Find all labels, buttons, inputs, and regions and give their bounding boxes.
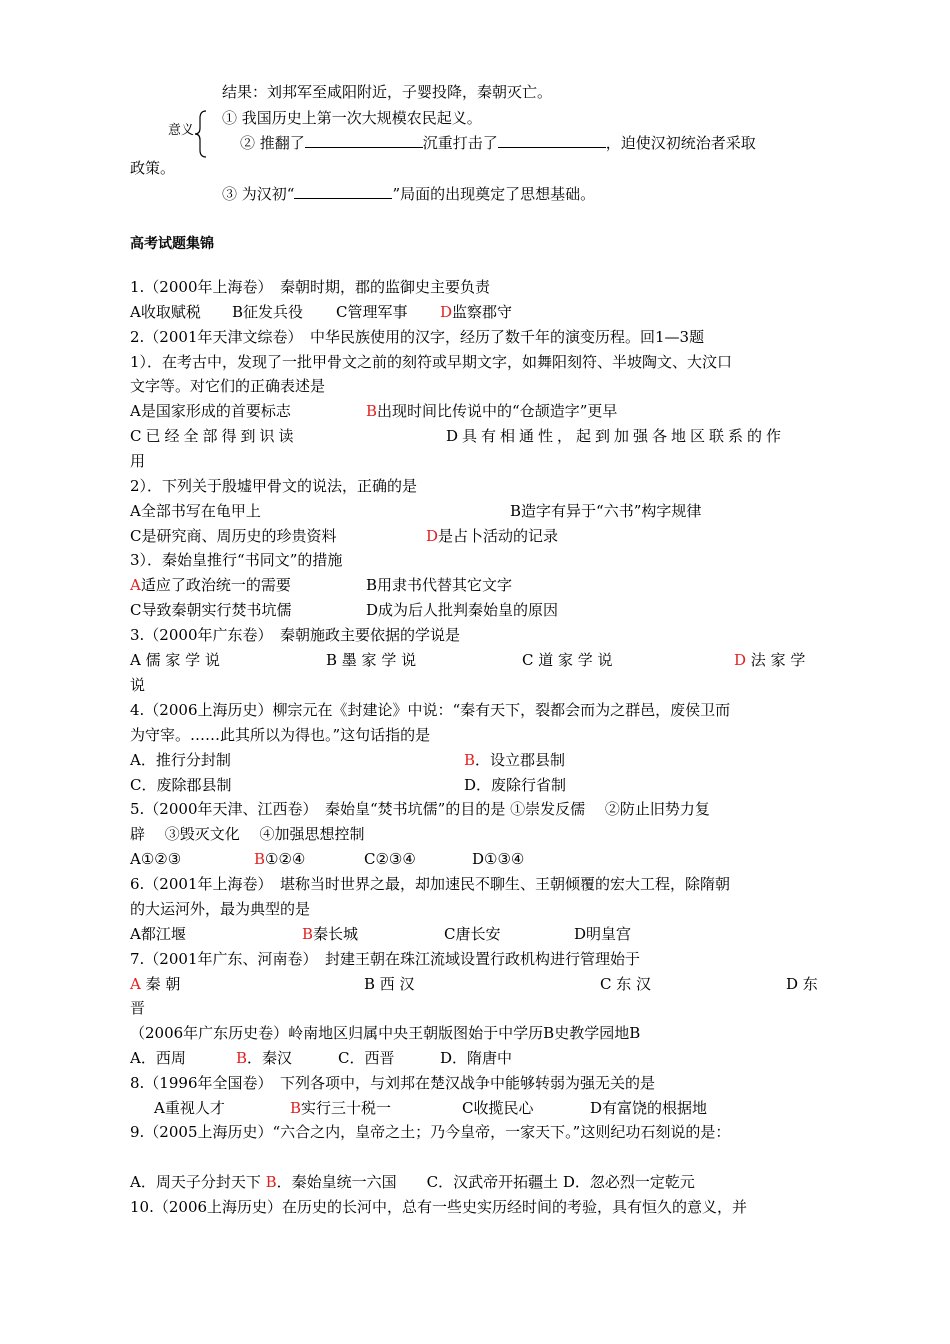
q2-3-options-ab: A适应了政治统一的需要 B用隶书代替其它文字 [130,576,513,594]
q2-2-stem: 2）．下列关于殷墟甲骨文的说法，正确的是 [130,477,418,495]
q9-stem: 9.（2005上海历史）“六合之内，皇帝之土；乃今皇帝，一家天下。”这则纪功石刻说的是： [130,1123,731,1141]
q5-stem: 5.（2000年天津、江西卷） 秦始皇“焚书坑儒”的目的是 ①崇发反儒 ②防止旧势力复 [130,800,710,818]
q8-stem: 8.（1996年全国卷） 下列各项中，与刘邦在楚汉战争中能够转弱为强无关的是 [130,1074,655,1092]
q1-options: A收取赋税 B征发兵役 C管理军事 D监察郡守 [130,303,513,321]
blank-3 [294,184,392,199]
q2-3-options-cd: C导致秦朝实行焚书坑儒 D成为后人批判秦始皇的原因 [130,601,559,619]
section-title: 高考试题集锦 [130,236,214,252]
q2-1-option-d-cont: 用 [130,452,146,470]
q5-stem-cont: 辟 ③毁灭文化 ④加强思想控制 [130,825,365,843]
q4-stem-cont: 为守宰。……此其所以为得也。”这句话指的是 [130,726,431,744]
brace-icon [194,110,208,158]
q1-stem: 1.（2000年上海卷） 秦朝时期，郡的监御史主要负责 [130,278,490,296]
q9-options: A．周天子分封天下 B．秦始皇统一六国 C．汉武帝开拓疆土 D．忽必烈一定乾元 [130,1173,695,1191]
q4-options-cd: C．废除郡县制 D．废除行省制 [130,776,567,794]
meaning-2: ② 推翻了 沉重打击了 ，迫使汉初统治者采取 [240,134,756,152]
q2-2-options-ab: A全部书写在龟甲上 B造字有异于“六书”构字规律 [130,502,702,520]
blank-1 [305,133,423,148]
q4-options-ab: A．推行分封制 B．设立郡县制 [130,751,566,769]
meaning-2-cont: 政策。 [130,159,176,177]
q2-2-options-cd: C是研究商、周历史的珍贵资料 D是占卜活动的记录 [130,527,559,545]
q2-1-options-ab: A是国家形成的首要标志 B出现时间比传说中的“仓颉造字”更早 [130,402,618,420]
q8-options: A重视人才 B实行三十税一 C收揽民心 D有富饶的根据地 [154,1099,708,1117]
q2-3-stem: 3）．秦始皇推行“书同文”的措施 [130,551,343,569]
q3-options: A 儒 家 学 说 B 墨 家 学 说 C 道 家 学 说 D 法 家 学 [130,651,806,669]
q3-option-d-cont: 说 [130,676,146,694]
q6-stem-cont: 的大运河外，最为典型的是 [130,900,311,918]
result-line: 结果：刘邦军至咸阳附近，子婴投降，秦朝灭亡。 [222,83,553,101]
q5-options: A①②③ B①②④ C②③④ D①③④ [130,850,525,868]
q3-stem: 3.（2000年广东卷） 秦朝施政主要依据的学说是 [130,626,460,644]
meaning-label: 意义 [168,123,195,138]
q2-1-options-cd: C已经全部得到识读 D具有相通性，起到加强各地区联系的作 [130,427,786,445]
blank-2 [498,133,606,148]
q7b-stem: （2006年广东历史卷）岭南地区归属中央王朝版图始于中学历B史教学园地B [130,1024,641,1042]
q2-stem: 2.（2001年天津文综卷） 中华民族使用的汉字，经历了数千年的演变历程。回1—3题 [130,328,705,346]
q10-stem: 10.（2006上海历史）在历史的长河中，总有一些史实历经时间的考验，具有恒久的意义，并 [130,1198,748,1216]
q2-1-stem: 1）．在考古中，发现了一批甲骨文之前的刻符或早期文字，如舞阳刻符、半坡陶文、大汶口 [130,353,733,371]
q2-1-stem-cont: 文字等。对它们的正确表述是 [130,377,326,395]
meaning-3: ③ 为汉初“ ”局面的出现奠定了思想基础。 [222,185,596,203]
q7-option-d-cont: 晋 [130,999,146,1017]
q7b-options: A．西周 B．秦汉 C．西晋 D．隋唐中 [130,1049,513,1067]
q4-stem: 4.（2006上海历史）柳宗元在《封建论》中说：“秦有天下，裂都会而为之群邑，废侯卫而 [130,701,731,719]
q7-options: A 秦 朝 B 西 汉 C 东 汉 D 东 [130,975,818,993]
meaning-1: ① 我国历史上第一次大规模农民起义。 [222,109,482,127]
q6-stem: 6.（2001年上海卷） 堪称当时世界之最，却加速民不聊生、王朝倾覆的宏大工程，除隋朝 [130,875,730,893]
q7-stem: 7.（2001年广东、河南卷） 封建王朝在珠江流域设置行政机构进行管理始于 [130,950,640,968]
q6-options: A都江堰 B秦长城 C唐长安 D明皇宫 [130,925,632,943]
